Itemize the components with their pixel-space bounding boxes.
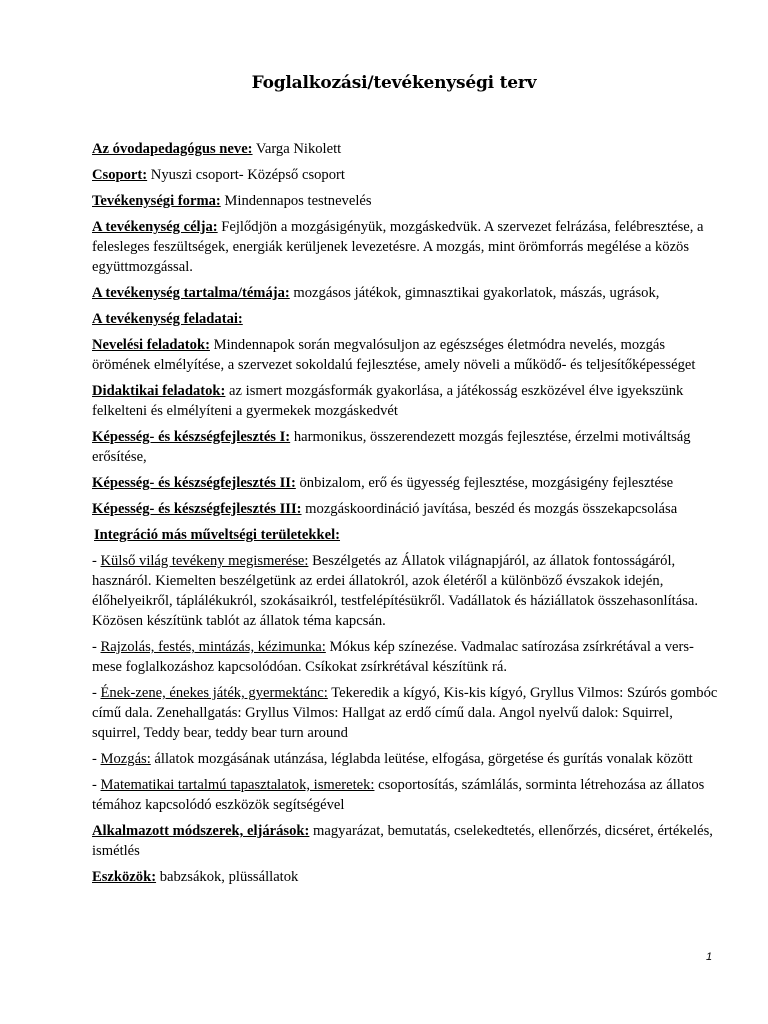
list-dash: -: [92, 685, 101, 701]
field-label: Eszközök:: [92, 869, 157, 885]
field-label: Csoport:: [92, 167, 148, 183]
field-label: A tevékenység célja:: [92, 219, 218, 235]
field-label: Tevékenységi forma:: [92, 193, 221, 209]
field-methods: [92, 821, 722, 861]
field-teacher-name: [92, 139, 722, 159]
integration-item-art: [92, 637, 722, 677]
list-dash: -: [92, 777, 101, 793]
field-label: Nevelési feladatok:: [92, 337, 210, 353]
document-body: [92, 139, 722, 893]
field-activity-content: [92, 283, 722, 303]
field-value: harmonikus, összerendezett mozgás fejlesztése, érzelmi motiváltság erősítése,: [92, 429, 691, 465]
item-text: csoportosítás, számlálás, sorminta létrehozása az állatos témához kapcsolódó eszközök segítségével: [92, 777, 705, 813]
item-text: Beszélgetés az Állatok világnapjáról, az állatok fontosságáról, hasznáról. Kiemelten beszélgetünk az erdei állatokról, azok életéről a különböző évszakok idején, élőhelyeikről, táplálékukról, szokásaikról, testfelépítésükről. Vadállatok és háziállatok összehasonlítása. Közösen készítünk tablót az állatok téma kapcsán.: [92, 553, 698, 629]
integration-item-math: [92, 775, 722, 815]
field-activity-form: [92, 191, 722, 211]
item-text: állatok mozgásának utánzása, léglabda leütése, elfogása, görgetése és gurítás vonalak között: [150, 751, 693, 767]
field-value: önbizalom, erő és ügyesség fejlesztése, mozgásigény fejlesztése: [295, 475, 674, 491]
item-label: Ének-zene, énekes játék, gyermektánc:: [100, 685, 328, 701]
integration-item-music: [92, 683, 722, 743]
item-text: Tekeredik a kígyó, Kis-kis kígyó, Gryllus Vilmos: Szúrós gombóc című dala. Zenehallgatás: Gryllus Vilmos: Hallgat az erdő című dala. Angol nyelvű dalok: Squirrel, squirrel, Teddy bear, teddy bear turn around: [92, 685, 718, 741]
field-tools: [92, 867, 722, 887]
field-value: Fejlődjön a mozgásigényük, mozgáskedvük. A szervezet felrázása, felébresztése, a felesleges feszültségek, energiák kerüljenek levezetésre. A mozgás, mint örömforrás megélése a közös együttmozgással.: [92, 219, 704, 275]
field-label: Didaktikai feladatok:: [92, 383, 226, 399]
field-label: Képesség- és készségfejlesztés III:: [92, 501, 302, 517]
list-dash: -: [92, 553, 101, 569]
page-title: Foglalkozási/tevékenységi terv: [251, 73, 537, 93]
field-value: mozgáskoordináció javítása, beszéd és mozgás összekapcsolása: [301, 501, 678, 517]
field-value: babzsákok, plüssállatok: [156, 869, 299, 885]
item-label: Külső világ tevékeny megismerése:: [100, 553, 309, 569]
integration-item-movement: [92, 749, 722, 769]
field-value: Mindennapos testnevelés: [220, 193, 372, 209]
item-label: Matematikai tartalmú tapasztalatok, ismeretek:: [100, 777, 375, 793]
list-dash: -: [92, 639, 101, 655]
field-label: A tevékenység feladatai:: [92, 311, 243, 327]
field-group: [92, 165, 722, 185]
field-label: Az óvodapedagógus neve:: [92, 141, 253, 157]
field-skill-dev-3: [92, 499, 722, 519]
item-label: Mozgás:: [100, 751, 151, 767]
page-number: 1: [706, 951, 713, 963]
field-didactic-tasks: [92, 381, 722, 421]
field-skill-dev-1: [92, 427, 722, 467]
list-dash: -: [92, 751, 101, 767]
field-label: Képesség- és készségfejlesztés II:: [92, 475, 296, 491]
field-value: Varga Nikolett: [252, 141, 342, 157]
section-heading-integration: [92, 525, 722, 545]
field-value: mozgásos játékok, gimnasztikai gyakorlatok, mászás, ugrások,: [289, 285, 660, 301]
field-label: A tevékenység tartalma/témája:: [92, 285, 290, 301]
field-activity-goal: [92, 217, 722, 277]
field-value: Nyuszi csoport- Középső csoport: [147, 167, 345, 183]
section-heading-tasks: [92, 309, 722, 329]
field-value: magyarázat, bemutatás, cselekedtetés, ellenőrzés, dicséret, értékelés, ismétlés: [92, 823, 713, 859]
field-label: Alkalmazott módszerek, eljárások:: [92, 823, 310, 839]
field-value: az ismert mozgásformák gyakorlása, a játékosság eszközével élve igyekszünk felkelteni és elmélyíteni a gyermekek mozgáskedvét: [92, 383, 684, 419]
field-value: Mindennapok során megvalósuljon az egészséges életmódra nevelés, mozgás örömének elmélyítése, a szervezet sokoldalú fejlesztése, amely növeli a működő- és teljesítőképességet: [92, 337, 696, 373]
field-label: Képesség- és készségfejlesztés I:: [92, 429, 291, 445]
field-label: Integráció más műveltségi területekkel:: [94, 527, 341, 543]
item-label: Rajzolás, festés, mintázás, kézimunka:: [100, 639, 326, 655]
integration-item-environment: [92, 551, 722, 631]
item-text: Mókus kép színezése. Vadmalac satírozása zsírkrétával a vers-mese foglalkozáshoz kapcsolódóan. Csíkokat zsírkrétával készítünk rá.: [92, 639, 694, 675]
field-skill-dev-2: [92, 473, 722, 493]
field-educational-tasks: [92, 335, 722, 375]
